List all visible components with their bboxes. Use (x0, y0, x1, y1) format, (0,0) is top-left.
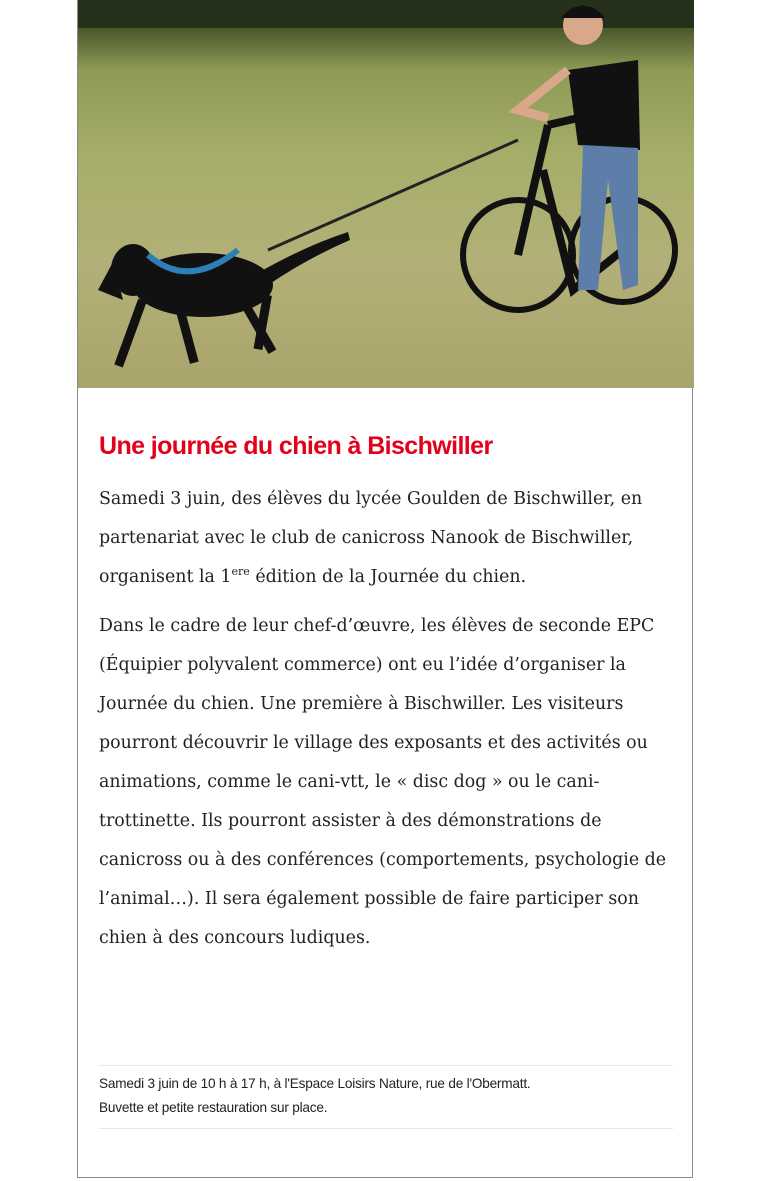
paragraph-intro-text-end: édition de la Journée du chien. (249, 567, 527, 587)
event-refreshments: Buvette et petite restauration sur place. (99, 1100, 328, 1115)
article-body (99, 480, 679, 968)
article-card (77, 0, 693, 1178)
dog-scooter-illustration (78, 0, 694, 388)
article-photo (78, 0, 694, 388)
paragraph-intro-text: Samedi 3 juin, des élèves du lycée Goulden de Bischwiller, en partenariat avec le club de canicross Nanook de Bischwiller, organisent la 1 (99, 489, 643, 587)
event-info-box (99, 1065, 673, 1129)
paragraph-details: Dans le cadre de leur chef-d’œuvre, les élèves de seconde EPC (Équipier polyvalent commerce) ont eu l’idée d’organiser la Journée du chien. Une première à Bischwiller. Les visiteurs pourront découvrir le village des exposants et des activités ou animations, comme le cani-vtt, le « disc dog » ou le cani-trottinette. Ils pourront assister à des démonstrations de canicross ou à des conférences (comportements, psychologie de l’animal…). Il sera également possible de faire participer son chien à des concours ludiques. (99, 616, 667, 948)
ordinal-superscript: ere (231, 565, 250, 578)
event-date-location: Samedi 3 juin de 10 h à 17 h, à l'Espace Loisirs Nature, rue de l'Obermatt. (99, 1076, 531, 1091)
paragraph-intro (99, 480, 679, 597)
article-title: Une journée du chien à Bischwiller (99, 432, 493, 460)
